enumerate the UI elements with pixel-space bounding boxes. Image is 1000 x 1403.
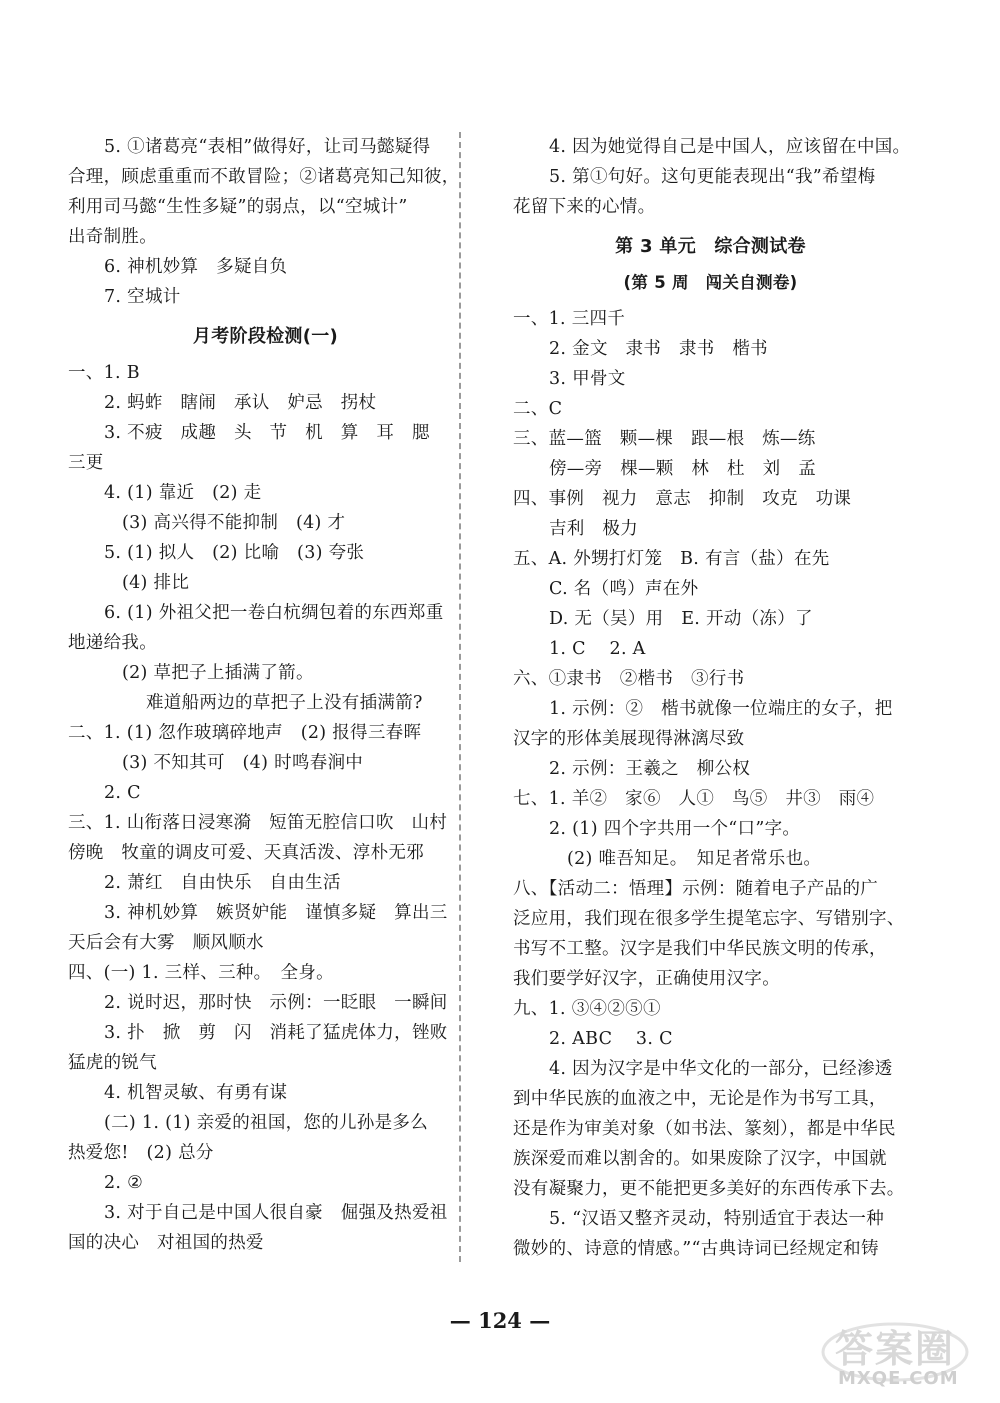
answer-line: 3. 不疲 成趣 头 节 机 算 耳 腮: [104, 423, 430, 443]
answer-line: 猛虎的锐气: [68, 1053, 157, 1073]
answer-line: (3) 不知其可 (4) 时鸣春涧中: [122, 753, 364, 773]
answer-line: D. 无（吴）用 E. 开动（冻）了: [549, 609, 813, 629]
answer-line: 4. (1) 靠近 (2) 走: [104, 483, 262, 503]
answer-line: (2) 唯吾知足。 知足者常乐也。: [567, 849, 822, 869]
answer-line: 天后会有大雾 顺风顺水: [68, 933, 264, 953]
answer-line: 3. 甲骨文: [549, 369, 626, 389]
answer-line: 6. (1) 外祖父把一卷白杭绸包着的东西郑重: [104, 603, 444, 623]
answer-line: 6. 神机妙算 多疑自负: [104, 257, 288, 277]
answer-line: 3. 神机妙算 嫉贤妒能 谨慎多疑 算出三: [104, 903, 448, 923]
answer-line: 2. (1) 四个字共用一个“口”字。: [549, 819, 801, 839]
answer-line: 四、事例 视力 意志 抑制 攻克 功课: [513, 489, 852, 509]
answer-line: 合理，顾虑重重而不敢冒险；②诸葛亮知己知彼，: [68, 167, 460, 187]
answer-line: 书写不工整。汉字是我们中华民族文明的传承，: [513, 939, 887, 959]
left-column: [68, 132, 463, 1258]
answer-line: 难道船两边的草把子上没有插满箭?: [146, 693, 423, 713]
answer-line: 一、1. B: [68, 363, 140, 383]
answer-line: 汉字的形体美展现得淋漓尽致: [513, 729, 745, 749]
answer-line: 二、1. (1) 忽作玻璃碎地声 (2) 报得三春晖: [68, 723, 422, 743]
answer-line: 热爱您! (2) 总分: [68, 1143, 214, 1163]
answer-line: 4. 因为汉字是中华文化的一部分，已经渗透: [549, 1059, 893, 1079]
answer-line: 八、【活动二：悟理】示例：随着电子产品的广: [513, 879, 879, 899]
answer-line: 到中华民族的血液之中，无论是作为书写工具，: [513, 1089, 887, 1109]
answer-line: 2. 金文 隶书 隶书 楷书: [549, 339, 768, 359]
page-number: — 124 —: [449, 1308, 551, 1333]
section-subtitle: (第 5 周 闯关自测卷): [623, 273, 798, 292]
answer-line: 三、蓝—篮 颗—棵 跟—根 炼—练: [513, 429, 816, 449]
answer-line: 5. “汉语又整齐灵动，特别适宜于表达一种: [549, 1209, 885, 1229]
watermark-url: MXQE.COM: [838, 1368, 959, 1389]
answer-line: 2. 示例：王羲之 柳公权: [549, 759, 751, 779]
section-title: 月考阶段检测(一): [192, 326, 339, 347]
section-title: 第 3 单元 综合测试卷: [615, 236, 806, 257]
answer-line: 二、C: [513, 399, 563, 419]
answer-line: (4) 排比: [122, 573, 190, 593]
answer-line: 4. 机智灵敏、有勇有谋: [104, 1083, 288, 1103]
answer-line: 7. 空城计: [104, 287, 181, 307]
answer-line: 九、1. ③④②⑤①: [513, 999, 661, 1019]
answer-line: 我们要学好汉字，正确使用汉字。: [513, 969, 780, 989]
answer-line: (3) 高兴得不能抑制 (4) 才: [122, 513, 346, 533]
answer-line: 3. 扑 掀 剪 闪 消耗了猛虎体力，锉败: [104, 1023, 448, 1043]
answer-line: 族深爱而难以割舍的。如果废除了汉字，中国就: [513, 1149, 887, 1169]
answer-line: 六、①隶书 ②楷书 ③行书: [513, 669, 745, 689]
right-column: [513, 132, 911, 1264]
answer-line: 2. ②: [104, 1173, 144, 1193]
answer-line: 五、A. 外甥打灯笼 B. 有言（盐）在先: [513, 549, 830, 569]
answer-line: 四、(一) 1. 三样、三种。 全身。: [68, 963, 334, 983]
answer-line: 5. 第①句好。这句更能表现出“我”希望梅: [549, 167, 876, 187]
answer-line: 微妙的、诗意的情感。”“古典诗词已经规定和铸: [513, 1239, 879, 1259]
answer-line: 3. 对于自己是中国人很自豪 倔强及热爱祖: [104, 1203, 448, 1223]
answer-line: 2. 说时迟，那时快 示例：一眨眼 一瞬间: [104, 993, 448, 1013]
answer-line: 1. C 2. A: [549, 639, 646, 659]
watermark-logo-text: 答案圈: [835, 1327, 956, 1371]
answer-line: 出奇制胜。: [68, 227, 157, 247]
answer-line: 三、1. 山衔落日浸寒漪 短笛无腔信口吹 山村: [68, 813, 448, 833]
answer-line: 利用司马懿“生性多疑”的弱点，以“空城计”: [68, 197, 408, 217]
answer-line: 吉利 极力: [549, 519, 638, 539]
answer-line: C. 名（鸣）声在外: [549, 579, 699, 599]
answer-line: 4. 因为她觉得自己是中国人，应该留在中国。: [549, 137, 911, 157]
answer-line: 2. 蚂蚱 瞎闹 承认 妒忌 拐杖: [104, 393, 377, 413]
answer-line: 没有凝聚力，更不能把更多美好的东西传承下去。: [513, 1179, 905, 1199]
answer-line: (二) 1. (1) 亲爱的祖国，您的儿孙是多么: [104, 1113, 429, 1133]
answer-line: (2) 草把子上插满了箭。: [122, 663, 314, 683]
answer-line: 2. ABC 3. C: [549, 1029, 673, 1049]
answer-line: 国的决心 对祖国的热爱: [68, 1233, 264, 1253]
answer-line: 5. (1) 拟人 (2) 比喻 (3) 夸张: [104, 543, 365, 563]
answer-line: 傍晚 牧童的调皮可爱、天真活泼、淳朴无邪: [68, 843, 424, 863]
answer-line: 傍—旁 棵—颗 林 杜 刘 孟: [549, 459, 816, 479]
answer-line: 泛应用，我们现在很多学生提笔忘字、写错别字、: [513, 909, 905, 929]
answer-line: 2. 萧红 自由快乐 自由生活: [104, 873, 341, 893]
answer-line: 地递给我。: [68, 633, 157, 653]
answer-line: 5. ①诸葛亮“表相”做得好，让司马懿疑得: [104, 137, 431, 157]
answer-line: 三更: [68, 453, 104, 473]
answer-line: 还是作为审美对象（如书法、篆刻），都是中华民: [513, 1119, 896, 1139]
answer-line: 七、1. 羊② 家⑥ 人① 鸟⑤ 井③ 雨④: [513, 789, 875, 809]
answer-line: 花留下来的心情。: [513, 197, 656, 217]
answer-line: 一、1. 三四千: [513, 309, 626, 329]
answer-line: 1. 示例：② 楷书就像一位端庄的女子，把: [549, 699, 893, 719]
answer-line: 2. C: [104, 783, 141, 803]
